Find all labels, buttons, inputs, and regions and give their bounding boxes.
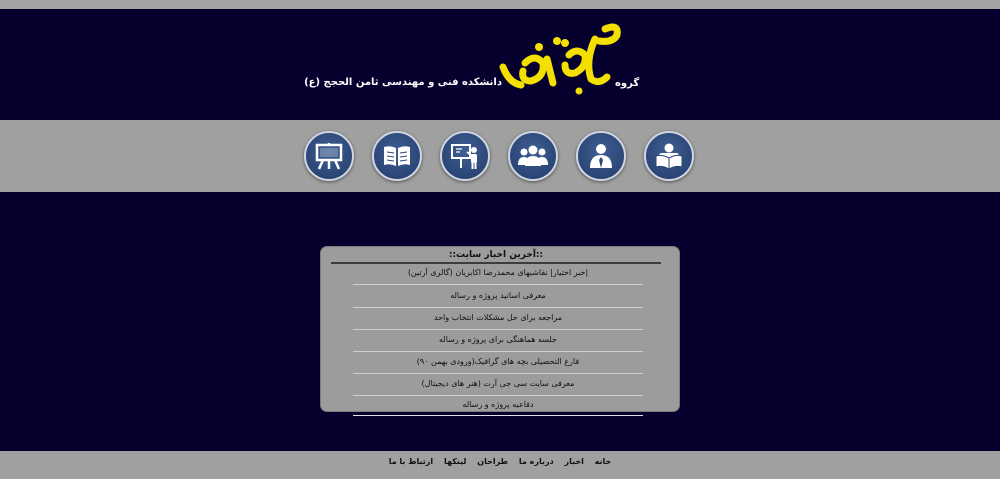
site-header — [0, 9, 1000, 120]
news-item[interactable]: معرفی سایت سی جی آرت (هنر های دیجیتال) — [353, 373, 643, 396]
nav-button-about[interactable] — [576, 131, 626, 181]
footer-link-contact[interactable]: ارتباط با ما — [388, 457, 434, 466]
nav-button-gallery[interactable] — [304, 131, 354, 181]
logo-prefix: گروه — [615, 78, 640, 89]
footer-links — [0, 457, 1000, 466]
news-bottom-divider — [353, 415, 643, 416]
news-item[interactable]: معرفی اساتید پروژه و رساله — [353, 285, 643, 308]
news-item[interactable]: جلسه هماهنگی برای پروژه و رساله — [353, 329, 643, 352]
logo-subtitle: دانشکده فنی و مهندسی ثامن الحجج (ع) — [304, 77, 502, 88]
news-item[interactable]: فارغ التحصیلی بچه های گرافیک(ورودی بهمن ۹۰) — [353, 351, 643, 374]
teacher-board-icon — [450, 142, 480, 170]
footer-link-about[interactable]: درباره ما — [518, 457, 554, 466]
news-item[interactable]: |خبر اختیار| نقاشیهای محمدرضا اکابریان (گالری آرتین) — [353, 262, 643, 285]
easel-icon — [314, 142, 344, 170]
footer-link-links[interactable]: لینکها — [443, 457, 467, 466]
news-title: ::آخرین اخبار سایت:: — [448, 250, 544, 260]
nav-button-library[interactable] — [644, 131, 694, 181]
site-logo[interactable] — [304, 21, 650, 111]
latest-news-box — [320, 246, 680, 412]
footer-link-news[interactable]: اخبار — [564, 457, 584, 466]
user-info-icon — [587, 143, 615, 169]
site-footer — [0, 451, 1000, 479]
group-icon — [517, 144, 549, 168]
top-strip — [0, 0, 1000, 9]
nav-button-teachers[interactable] — [440, 131, 490, 181]
open-book-icon — [382, 144, 412, 168]
footer-link-home[interactable]: خانه — [594, 457, 612, 466]
news-item[interactable]: مراجعه برای حل مشکلات انتخاب واحد — [353, 307, 643, 330]
nav-button-books[interactable] — [372, 131, 422, 181]
news-item[interactable]: دفاعیه پروژه و رساله — [462, 400, 534, 409]
icon-navigation-bar — [0, 120, 1000, 192]
footer-link-designers[interactable]: طراحان — [477, 457, 509, 466]
nav-button-students[interactable] — [508, 131, 558, 181]
logo-calligraphy — [495, 21, 625, 101]
reading-person-icon — [654, 142, 684, 170]
